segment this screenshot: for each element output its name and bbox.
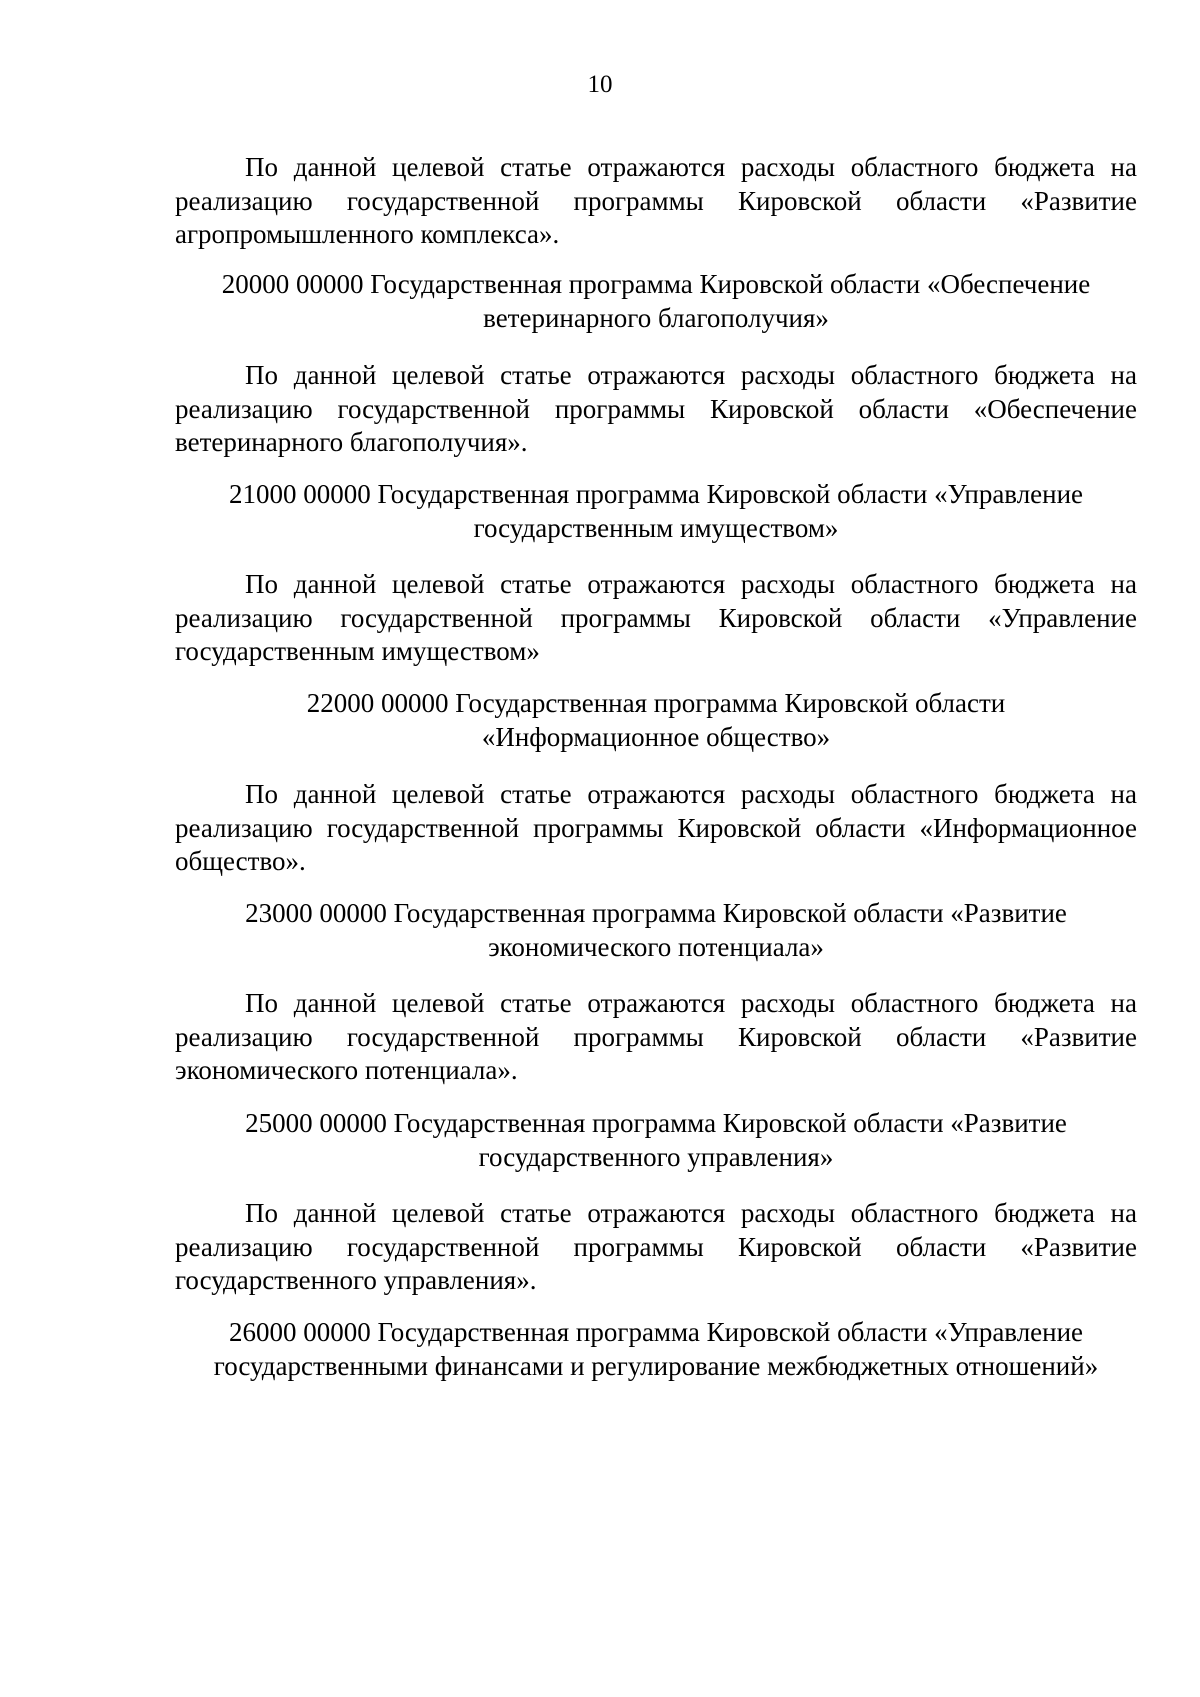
paragraph-text: По данной целевой статье отражаются расходы областного бюджета на реализацию государственной программы Кировской области «Информационное общество». [175,779,1137,876]
heading-line: 25000 00000 Государственная программа Кировской области «Развитие [245,1108,1067,1138]
heading-line: государственного управления» [478,1141,834,1172]
paragraph-info [175,778,1137,879]
heading-23000 [175,897,1137,964]
heading-line: «Информационное общество» [481,721,831,752]
heading-line: 20000 00000 Государственная программа Кировской области «Обеспечение [221,269,1091,299]
paragraph-governance [175,1197,1137,1298]
section-heading [175,687,1137,754]
heading-line: государственными финансами и регулирование межбюджетных отношений» [213,1350,1099,1381]
heading-line: ветеринарного благополучия» [483,302,829,333]
heading-line: 21000 00000 Государственная программа Кировской области «Управление [228,479,1084,509]
section-heading [175,1107,1137,1174]
paragraph-text: По данной целевой статье отражаются расходы областного бюджета на реализацию государственной программы Кировской области «Управление государственным имуществом» [175,569,1137,666]
heading-line: государственным имуществом» [473,512,839,543]
paragraph-agro [175,151,1137,252]
heading-line: экономического потенциала» [488,931,824,962]
paragraph-text: По данной целевой статье отражаются расходы областного бюджета на реализацию государственной программы Кировской области «Развитие экономического потенциала». [175,988,1137,1085]
heading-26000 [175,1316,1137,1383]
heading-21000 [175,478,1137,545]
heading-line: 26000 00000 Государственная программа Кировской области «Управление [228,1317,1084,1347]
paragraph-economy [175,987,1137,1088]
section-heading [175,1316,1137,1383]
heading-22000 [175,687,1137,754]
section-heading [175,478,1137,545]
paragraph-text: По данной целевой статье отражаются расходы областного бюджета на реализацию государственной программы Кировской области «Развитие государственного управления». [175,1198,1137,1295]
paragraph-property [175,568,1137,669]
heading-20000 [175,268,1137,335]
section-heading [175,268,1137,335]
paragraph-text: По данной целевой статье отражаются расходы областного бюджета на реализацию государственной программы Кировской области «Развитие агропромышленного комплекса». [175,152,1137,249]
heading-25000 [175,1107,1137,1174]
paragraph-text: По данной целевой статье отражаются расходы областного бюджета на реализацию государственной программы Кировской области «Обеспечение ветеринарного благополучия». [175,360,1137,457]
page-number: 10 [587,71,613,98]
heading-line: 22000 00000 Государственная программа Кировской области [306,688,1006,718]
paragraph-vet [175,359,1137,460]
heading-line: 23000 00000 Государственная программа Кировской области «Развитие [245,898,1067,928]
section-heading [175,897,1137,964]
